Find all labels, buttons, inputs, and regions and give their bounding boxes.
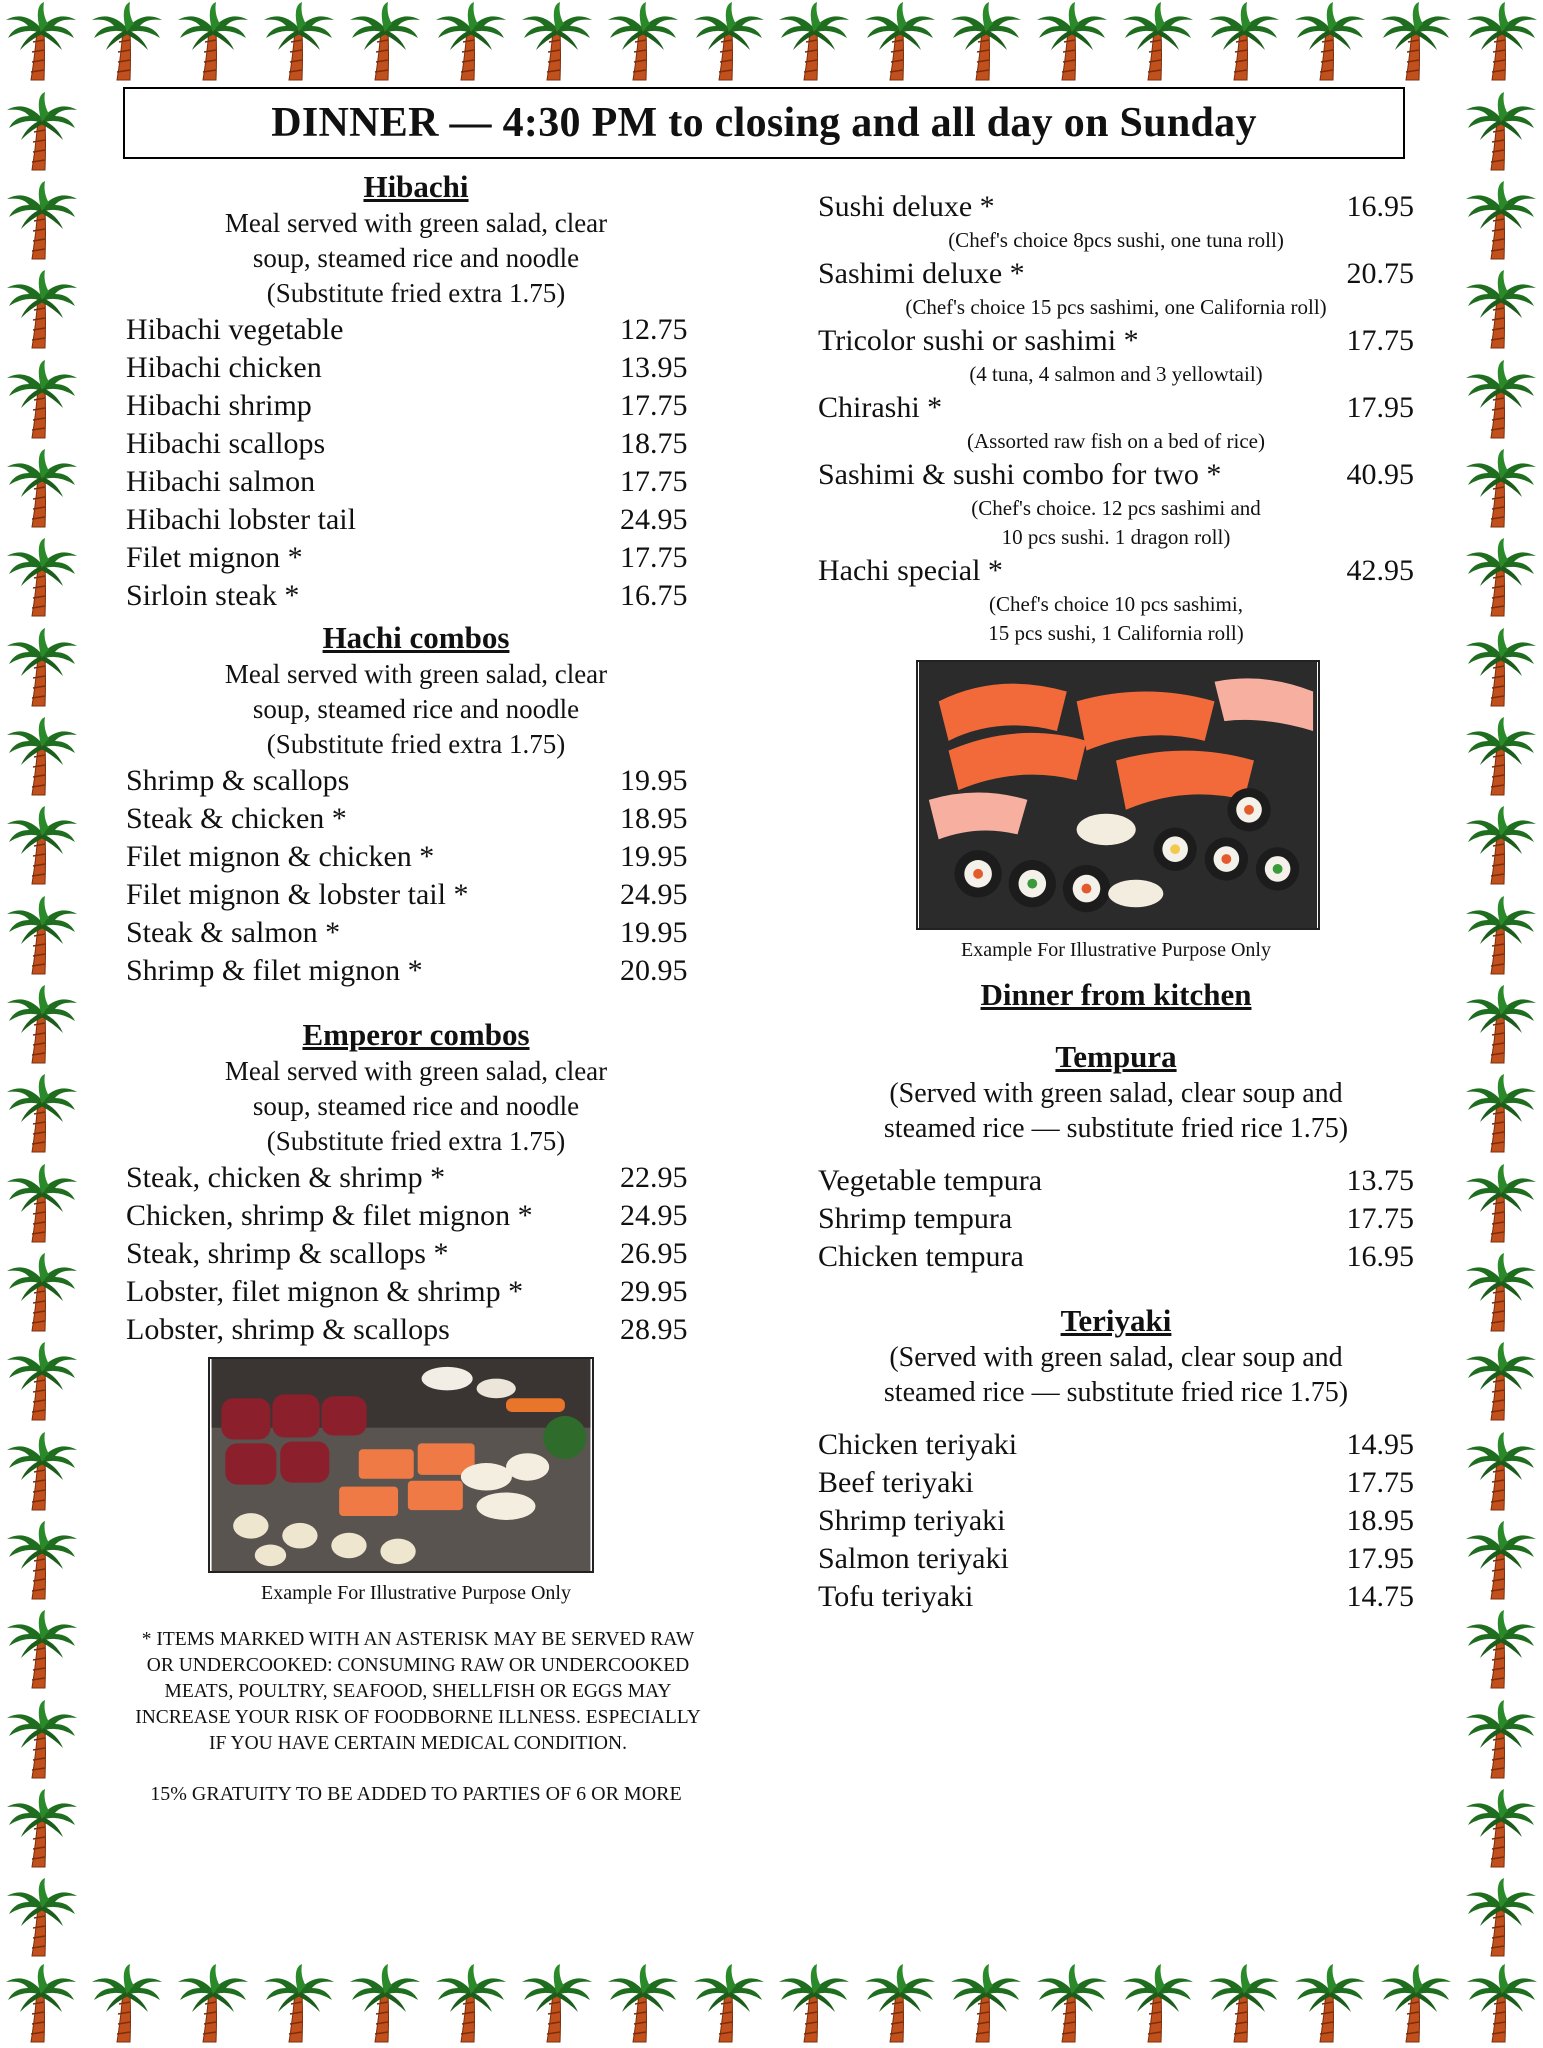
palm-tree-icon — [5, 1072, 79, 1154]
palm-tree-icon — [1464, 1876, 1538, 1958]
menu-item — [126, 1159, 706, 1197]
palm-tree-icon — [1464, 1787, 1538, 1869]
emperor-combos-description: Meal served with green salad, clear soup, steamed rice and noodle (Substitute fried extra 1.75) — [224, 1056, 608, 1156]
palm-tree-icon — [348, 0, 422, 82]
menu-item-price: 18.95 — [1346, 1504, 1414, 1537]
palm-tree-icon — [5, 1608, 79, 1690]
palm-tree-icon — [1464, 1608, 1538, 1690]
teriyaki-description: (Served with green salad, clear soup and steamed rice — substitute fried rice 1.75) — [883, 1342, 1349, 1408]
palm-tree-icon — [1464, 715, 1538, 797]
menu-item-price: 18.75 — [620, 427, 688, 460]
palm-tree-icon — [434, 1962, 508, 2044]
menu-item-note: (Chef's choice 15 pcs sashimi, one California roll) — [905, 295, 1327, 319]
palm-tree-icon — [5, 1698, 79, 1780]
menu-item-name: Chicken teriyaki — [818, 1428, 1018, 1461]
tempura-heading: Tempura — [1055, 1039, 1177, 1074]
menu-item-price: 12.75 — [620, 313, 688, 346]
menu-item-name: Chicken, shrimp & filet mignon * — [126, 1199, 533, 1232]
menu-item — [126, 762, 706, 800]
hachi-combos-item-list — [126, 762, 706, 990]
menu-item-price: 17.95 — [1346, 1542, 1414, 1575]
menu-item-price: 19.95 — [620, 840, 688, 873]
menu-item — [126, 800, 706, 838]
palm-tree-icon — [1207, 0, 1281, 82]
palm-tree-icon — [1207, 1962, 1281, 2044]
palm-tree-icon — [262, 0, 336, 82]
palm-tree-icon — [1035, 1962, 1109, 2044]
palm-border-left — [2, 86, 82, 1962]
palm-tree-icon — [5, 715, 79, 797]
menu-item-name: Steak, shrimp & scallops * — [126, 1237, 449, 1270]
raw-food-disclaimer: * ITEMS MARKED WITH AN ASTERISK MAY BE SERVED RAW OR UNDERCOOKED: CONSUMING RAW OR UNDERCOOKED MEATS, POULTRY, SEAFOOD, SHELLFISH OR EGGS MAY INCREASE YOUR RISK OF FOODBORNE ILLNESS. ESPECIALLY IF YOU HAVE CERTAIN MEDICAL CONDITION. — [135, 1629, 701, 1754]
menu-item — [126, 876, 706, 914]
menu-item-price: 13.95 — [620, 351, 688, 384]
hibachi-heading: Hibachi — [363, 169, 469, 204]
menu-item-price: 17.75 — [620, 465, 688, 498]
menu-item-note: 15 pcs sushi, 1 California roll) — [988, 621, 1244, 645]
palm-border-top — [0, 0, 1543, 86]
palm-tree-icon — [1293, 0, 1367, 82]
palm-tree-icon — [1464, 1162, 1538, 1244]
menu-item-price: 19.95 — [620, 916, 688, 949]
menu-item-price: 14.75 — [1346, 1580, 1414, 1613]
menu-item-name: Sirloin steak * — [126, 579, 300, 612]
palm-tree-icon — [5, 894, 79, 976]
menu-title-box — [123, 87, 1405, 159]
palm-tree-icon — [1464, 1340, 1538, 1422]
hibachi-item-list — [126, 311, 706, 615]
palm-tree-icon — [1464, 894, 1538, 976]
menu-item-price: 24.95 — [620, 1199, 688, 1232]
emperor-combos-heading: Emperor combos — [302, 1017, 530, 1052]
menu-item-price: 18.95 — [620, 802, 688, 835]
menu-item — [126, 1311, 706, 1349]
menu-item — [818, 188, 1414, 226]
menu-item-note: (Chef's choice 8pcs sushi, one tuna roll) — [948, 228, 1284, 252]
menu-item — [126, 311, 706, 349]
left-column — [126, 168, 706, 1807]
menu-item — [126, 387, 706, 425]
tempura-section — [818, 1038, 1414, 1276]
palm-tree-icon — [777, 0, 851, 82]
gratuity-notice: 15% GRATUITY TO BE ADDED TO PARTIES OF 6 OR MORE — [150, 1783, 682, 1805]
palm-tree-icon — [5, 358, 79, 440]
sushi-item-list — [818, 188, 1414, 648]
menu-item-price: 20.75 — [1346, 257, 1414, 290]
hibachi-section — [126, 168, 706, 615]
menu-item-price: 17.95 — [1346, 391, 1414, 424]
palm-tree-icon — [90, 1962, 164, 2044]
right-column — [818, 188, 1414, 1616]
menu-item-name: Hachi special * — [818, 554, 1003, 587]
menu-item — [126, 539, 706, 577]
palm-tree-icon — [5, 983, 79, 1065]
menu-item — [818, 255, 1414, 293]
palm-tree-icon — [1465, 1962, 1539, 2044]
sushi-platter-photo — [916, 660, 1320, 930]
palm-tree-icon — [520, 1962, 594, 2044]
menu-item-price: 26.95 — [620, 1237, 688, 1270]
menu-item — [126, 463, 706, 501]
menu-item — [818, 1502, 1414, 1540]
palm-tree-icon — [1464, 1698, 1538, 1780]
palm-tree-icon — [1464, 447, 1538, 529]
palm-border-right — [1461, 86, 1541, 1962]
menu-item-name: Hibachi shrimp — [126, 389, 312, 422]
menu-item — [126, 952, 706, 990]
menu-item — [126, 838, 706, 876]
palm-tree-icon — [863, 0, 937, 82]
menu-item-name: Shrimp teriyaki — [818, 1504, 1006, 1537]
palm-tree-icon — [5, 268, 79, 350]
palm-tree-icon — [520, 0, 594, 82]
menu-item-price: 16.95 — [1346, 1240, 1414, 1273]
menu-item-note: (4 tuna, 4 salmon and 3 yellowtail) — [969, 362, 1263, 386]
palm-tree-icon — [434, 0, 508, 82]
hibachi-food-photo — [208, 1357, 594, 1573]
palm-tree-icon — [692, 1962, 766, 2044]
palm-tree-icon — [1464, 179, 1538, 261]
menu-item — [818, 456, 1414, 494]
menu-item-name: Sashimi deluxe * — [818, 257, 1025, 290]
menu-item-note: (Chef's choice. 12 pcs sashimi and — [971, 496, 1261, 520]
menu-item-price: 42.95 — [1346, 554, 1414, 587]
right-photo-caption: Example For Illustrative Purpose Only — [961, 939, 1271, 961]
tempura-description: (Served with green salad, clear soup and steamed rice — substitute fried rice 1.75) — [883, 1078, 1349, 1144]
palm-tree-icon — [5, 90, 79, 172]
palm-tree-icon — [5, 804, 79, 886]
palm-tree-icon — [5, 1876, 79, 1958]
menu-item-name: Hibachi scallops — [126, 427, 326, 460]
menu-item-name: Hibachi salmon — [126, 465, 316, 498]
menu-item-name: Tofu teriyaki — [818, 1580, 974, 1613]
palm-tree-icon — [5, 1430, 79, 1512]
menu-item-name: Sushi deluxe * — [818, 190, 995, 223]
menu-item — [818, 1578, 1414, 1616]
menu-item-price: 16.75 — [620, 579, 688, 612]
menu-item-price: 24.95 — [620, 503, 688, 536]
menu-item-name: Beef teriyaki — [818, 1466, 974, 1499]
page-title: DINNER — 4:30 PM to closing and all day on Sunday — [271, 100, 1257, 146]
menu-item — [126, 501, 706, 539]
menu-item-name: Shrimp tempura — [818, 1202, 1013, 1235]
menu-item-name: Salmon teriyaki — [818, 1542, 1009, 1575]
palm-tree-icon — [606, 0, 680, 82]
palm-tree-icon — [176, 1962, 250, 2044]
palm-tree-icon — [90, 0, 164, 82]
left-photo-caption: Example For Illustrative Purpose Only — [261, 1582, 571, 1604]
palm-tree-icon — [949, 1962, 1023, 2044]
menu-item — [126, 1197, 706, 1235]
menu-item-price: 29.95 — [620, 1275, 688, 1308]
palm-tree-icon — [1464, 1251, 1538, 1333]
menu-item-name: Chicken tempura — [818, 1240, 1024, 1273]
menu-item-price: 14.95 — [1346, 1428, 1414, 1461]
menu-item-name: Filet mignon * — [126, 541, 303, 574]
palm-tree-icon — [5, 1162, 79, 1244]
hachi-combos-description: Meal served with green salad, clear soup, steamed rice and noodle (Substitute fried extra 1.75) — [224, 659, 608, 759]
palm-tree-icon — [1464, 983, 1538, 1065]
palm-tree-icon — [5, 1519, 79, 1601]
palm-tree-icon — [1464, 90, 1538, 172]
menu-item-price: 20.95 — [620, 954, 688, 987]
palm-tree-icon — [5, 626, 79, 708]
palm-tree-icon — [692, 0, 766, 82]
palm-tree-icon — [4, 0, 78, 82]
menu-item-price: 17.75 — [1346, 1466, 1414, 1499]
menu-item — [126, 425, 706, 463]
palm-tree-icon — [262, 1962, 336, 2044]
palm-tree-icon — [1379, 1962, 1453, 2044]
menu-item-price: 16.95 — [1346, 190, 1414, 223]
menu-item — [818, 1464, 1414, 1502]
teriyaki-section — [818, 1302, 1414, 1616]
palm-tree-icon — [1464, 268, 1538, 350]
menu-item-name: Steak & salmon * — [126, 916, 341, 949]
menu-item-price: 17.75 — [620, 389, 688, 422]
menu-item — [818, 552, 1414, 590]
hibachi-description: Meal served with green salad, clear soup, steamed rice and noodle (Substitute fried extra 1.75) — [224, 208, 608, 308]
menu-item — [818, 1162, 1414, 1200]
menu-item-name: Hibachi vegetable — [126, 313, 344, 346]
palm-tree-icon — [5, 1340, 79, 1422]
palm-tree-icon — [176, 0, 250, 82]
palm-tree-icon — [348, 1962, 422, 2044]
menu-item — [818, 1200, 1414, 1238]
menu-item — [818, 1426, 1414, 1464]
menu-item-name: Hibachi chicken — [126, 351, 322, 384]
menu-item — [818, 389, 1414, 427]
emperor-combos-item-list — [126, 1159, 706, 1349]
menu-item-name: Steak, chicken & shrimp * — [126, 1161, 446, 1194]
palm-tree-icon — [949, 0, 1023, 82]
menu-item — [818, 322, 1414, 360]
menu-item-name: Sashimi & sushi combo for two * — [818, 458, 1222, 491]
menu-item-note: (Assorted raw fish on a bed of rice) — [967, 429, 1265, 453]
menu-item-price: 22.95 — [620, 1161, 688, 1194]
palm-tree-icon — [1121, 0, 1195, 82]
menu-item — [126, 914, 706, 952]
menu-item-price: 17.75 — [1346, 1202, 1414, 1235]
menu-item — [126, 1273, 706, 1311]
palm-tree-icon — [5, 447, 79, 529]
menu-item — [818, 1540, 1414, 1578]
teriyaki-heading: Teriyaki — [1060, 1303, 1172, 1338]
menu-item-price: 17.75 — [1346, 324, 1414, 357]
palm-tree-icon — [1464, 626, 1538, 708]
menu-item-name: Steak & chicken * — [126, 802, 347, 835]
palm-tree-icon — [5, 179, 79, 261]
palm-tree-icon — [1464, 536, 1538, 618]
menu-item-name: Hibachi lobster tail — [126, 503, 356, 536]
palm-tree-icon — [5, 1251, 79, 1333]
menu-item — [126, 1235, 706, 1273]
palm-tree-icon — [1464, 1519, 1538, 1601]
menu-item-note: (Chef's choice 10 pcs sashimi, — [989, 592, 1243, 616]
palm-tree-icon — [863, 1962, 937, 2044]
palm-tree-icon — [1035, 0, 1109, 82]
teriyaki-item-list — [818, 1426, 1414, 1616]
menu-item-name: Lobster, filet mignon & shrimp * — [126, 1275, 524, 1308]
palm-tree-icon — [777, 1962, 851, 2044]
palm-tree-icon — [1465, 0, 1539, 82]
menu-item-price: 40.95 — [1346, 458, 1414, 491]
menu-item-name: Tricolor sushi or sashimi * — [818, 324, 1139, 357]
menu-item-name: Shrimp & filet mignon * — [126, 954, 423, 987]
menu-item-price: 17.75 — [620, 541, 688, 574]
hachi-combos-section — [126, 619, 706, 990]
palm-tree-icon — [1464, 1072, 1538, 1154]
dinner-from-kitchen-heading: Dinner from kitchen — [980, 977, 1252, 1012]
menu-item-name: Lobster, shrimp & scallops — [126, 1313, 450, 1346]
palm-tree-icon — [1121, 1962, 1195, 2044]
menu-item — [126, 577, 706, 615]
palm-tree-icon — [1464, 804, 1538, 886]
palm-tree-icon — [5, 536, 79, 618]
menu-item-price: 13.75 — [1346, 1164, 1414, 1197]
palm-tree-icon — [1293, 1962, 1367, 2044]
menu-item-price: 24.95 — [620, 878, 688, 911]
palm-tree-icon — [1379, 0, 1453, 82]
menu-item-name: Filet mignon & chicken * — [126, 840, 435, 873]
palm-border-bottom — [0, 1962, 1543, 2048]
menu-item — [818, 1238, 1414, 1276]
menu-item-name: Vegetable tempura — [818, 1164, 1043, 1197]
menu-item-note: 10 pcs sushi. 1 dragon roll) — [1001, 525, 1231, 549]
menu-item-name: Shrimp & scallops — [126, 764, 350, 797]
menu-item-price: 19.95 — [620, 764, 688, 797]
palm-tree-icon — [4, 1962, 78, 2044]
menu-item — [126, 349, 706, 387]
menu-item-name: Chirashi * — [818, 391, 943, 424]
tempura-item-list — [818, 1162, 1414, 1276]
palm-tree-icon — [5, 1787, 79, 1869]
menu-item-name: Filet mignon & lobster tail * — [126, 878, 469, 911]
emperor-combos-section — [126, 1016, 706, 1349]
palm-tree-icon — [1464, 1430, 1538, 1512]
hachi-combos-heading: Hachi combos — [322, 620, 510, 655]
palm-tree-icon — [1464, 358, 1538, 440]
palm-tree-icon — [606, 1962, 680, 2044]
menu-item-price: 28.95 — [620, 1313, 688, 1346]
